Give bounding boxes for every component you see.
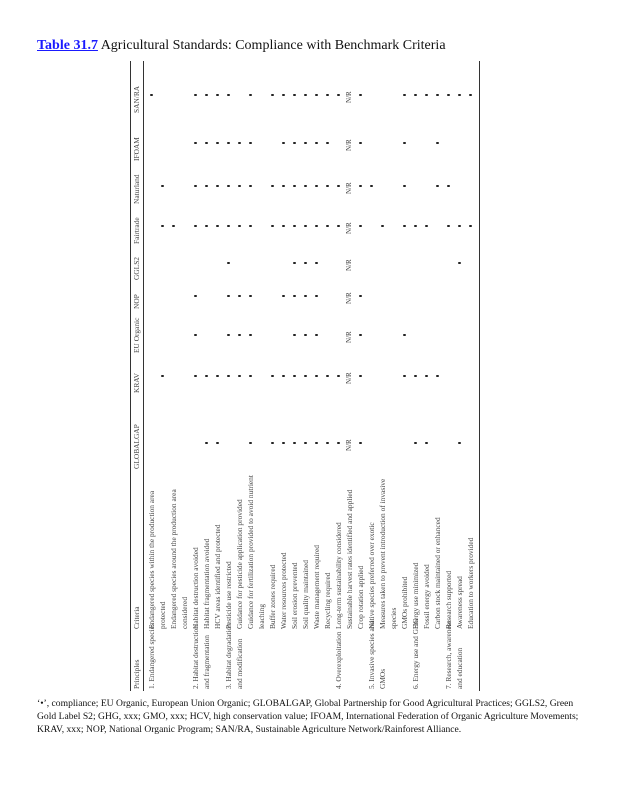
compliance-dot	[227, 185, 230, 188]
column-header: EU Organic	[132, 317, 141, 353]
compliance-dot	[282, 225, 285, 228]
compliance-dot	[205, 94, 208, 97]
compliance-dot	[205, 442, 208, 445]
column-header: NOP	[132, 294, 141, 309]
compliance-dot	[194, 142, 197, 145]
table-number-link[interactable]: Table 31.7	[37, 38, 98, 53]
compliance-dot	[469, 94, 472, 97]
compliance-dot	[425, 442, 428, 445]
not-required-mark: N/R	[345, 331, 353, 343]
criteria-cell: Native species preferred over exotic	[367, 522, 376, 629]
compliance-dot	[282, 142, 285, 145]
compliance-dot	[293, 142, 296, 145]
principle-cell: and education	[455, 647, 464, 689]
compliance-dot	[282, 295, 285, 298]
compliance-dot	[326, 375, 329, 378]
table-row	[257, 61, 266, 691]
compliance-dot	[370, 185, 373, 188]
criteria-cell: Measures taken to prevent introduction of invasive	[378, 478, 387, 629]
compliance-dot	[227, 295, 230, 298]
criteria-cell: Endangered species within the production area	[147, 490, 156, 629]
compliance-dot	[458, 94, 461, 97]
compliance-dot	[458, 442, 461, 445]
compliance-dot	[238, 334, 241, 337]
criteria-cell: Waste management required	[312, 545, 321, 629]
compliance-dot	[249, 94, 252, 97]
compliance-dot	[337, 185, 340, 188]
compliance-dot	[293, 185, 296, 188]
compliance-dot	[216, 185, 219, 188]
compliance-dot	[249, 295, 252, 298]
table-row	[411, 61, 420, 691]
criteria-cell: Soil erosion prevented	[290, 562, 299, 629]
column-header: SAN/RA	[132, 85, 141, 113]
table-row	[191, 61, 200, 691]
compliance-dot	[249, 442, 252, 445]
compliance-dot	[315, 225, 318, 228]
table-row	[345, 61, 354, 691]
principle-cell: and modification	[235, 638, 244, 689]
compliance-dot	[326, 142, 329, 145]
not-required-mark: N/R	[345, 91, 353, 103]
compliance-dot	[425, 375, 428, 378]
column-header: GLOBALGAP	[132, 424, 141, 469]
compliance-dot	[403, 185, 406, 188]
not-required-mark: N/R	[345, 372, 353, 384]
compliance-dot	[436, 185, 439, 188]
compliance-dot	[194, 225, 197, 228]
column-header: IFOAM	[132, 137, 141, 161]
compliance-dot	[359, 185, 362, 188]
compliance-dot	[216, 375, 219, 378]
criteria-cell: GMOs prohibited	[400, 576, 409, 629]
compliance-dot	[238, 225, 241, 228]
compliance-dot	[436, 375, 439, 378]
criteria-cell: Pesticide use restricted	[224, 561, 233, 629]
compliance-dot	[293, 262, 296, 265]
criteria-cell: Energy use minimized	[411, 562, 420, 629]
compliance-dot	[425, 225, 428, 228]
compliance-dot	[337, 225, 340, 228]
compliance-dot	[414, 94, 417, 97]
principle-cell: 1. Endangered species	[147, 623, 156, 689]
table-top-rule	[130, 61, 131, 691]
compliance-dot	[227, 375, 230, 378]
compliance-dot	[326, 94, 329, 97]
compliance-dot	[304, 334, 307, 337]
rotated-table-container	[130, 61, 481, 691]
compliance-dot	[194, 375, 197, 378]
table-row	[422, 61, 431, 691]
compliance-dot	[403, 142, 406, 145]
table-row	[444, 61, 453, 691]
compliance-dot	[271, 94, 274, 97]
compliance-dot	[216, 142, 219, 145]
compliance-dot	[403, 94, 406, 97]
compliance-dot	[337, 442, 340, 445]
criteria-cell: HCV areas identified and protected	[213, 524, 222, 629]
compliance-dot	[337, 375, 340, 378]
compliance-dot	[282, 185, 285, 188]
criteria-cell: Carbon stock maintained or enhanced	[433, 517, 442, 629]
compliance-dot	[304, 295, 307, 298]
table-row	[213, 61, 222, 691]
compliance-dot	[271, 375, 274, 378]
compliance-dot	[194, 185, 197, 188]
compliance-dot	[315, 142, 318, 145]
table-title: Agricultural Standards: Compliance with Benchmark Criteria	[100, 38, 446, 53]
compliance-dot	[436, 94, 439, 97]
compliance-dot	[161, 185, 164, 188]
principle-cell: 6. Energy use and GHG	[411, 618, 420, 689]
compliance-dot	[403, 225, 406, 228]
compliance-dot	[403, 375, 406, 378]
column-header: Principles	[132, 659, 141, 689]
compliance-dot	[469, 225, 472, 228]
compliance-dot	[271, 185, 274, 188]
compliance-dot	[293, 295, 296, 298]
criteria-cell: Fossil energy avoided	[422, 564, 431, 629]
table-row	[290, 61, 299, 691]
table-row	[301, 61, 310, 691]
principle-cell: 5. Invasive species and	[367, 620, 376, 689]
table-row	[367, 61, 376, 691]
compliance-dot	[271, 442, 274, 445]
column-header: Criteria	[132, 606, 141, 629]
compliance-dot	[227, 225, 230, 228]
table-row	[389, 61, 398, 691]
criteria-cell: Buffer zones required	[268, 564, 277, 629]
compliance-dot	[161, 375, 164, 378]
compliance-dot	[359, 94, 362, 97]
compliance-dot	[249, 375, 252, 378]
table-row	[433, 61, 442, 691]
compliance-dot	[315, 262, 318, 265]
table-row	[312, 61, 321, 691]
rotated-table	[130, 61, 481, 691]
table-row	[279, 61, 288, 691]
column-header: Naturland	[132, 174, 141, 204]
criteria-cell: Soil quality maintained	[301, 560, 310, 629]
principle-cell: 3. Habitat degradation	[224, 623, 233, 689]
table-row	[378, 61, 387, 691]
table-row	[235, 61, 244, 691]
compliance-dot	[227, 334, 230, 337]
compliance-dot	[271, 225, 274, 228]
compliance-dot	[447, 94, 450, 97]
table-row	[224, 61, 233, 691]
table-row	[356, 61, 365, 691]
table-caption	[37, 38, 446, 54]
compliance-dot	[414, 225, 417, 228]
column-header: KRAV	[132, 373, 141, 393]
compliance-dot	[238, 375, 241, 378]
compliance-dot	[282, 442, 285, 445]
compliance-dot	[205, 142, 208, 145]
compliance-dot	[216, 442, 219, 445]
compliance-dot	[293, 334, 296, 337]
compliance-dot	[315, 185, 318, 188]
table-row	[169, 61, 178, 691]
compliance-dot	[293, 94, 296, 97]
compliance-dot	[359, 375, 362, 378]
criteria-cell: considered	[180, 596, 189, 629]
compliance-dot	[205, 375, 208, 378]
compliance-dot	[238, 142, 241, 145]
column-header: Fairtrade	[132, 217, 141, 244]
table-row	[334, 61, 343, 691]
not-required-mark: N/R	[345, 139, 353, 151]
compliance-dot	[414, 375, 417, 378]
compliance-dot	[150, 94, 153, 97]
compliance-dot	[326, 442, 329, 445]
compliance-dot	[194, 295, 197, 298]
compliance-dot	[315, 334, 318, 337]
criteria-cell: Guidance for pesticide application provided	[235, 499, 244, 629]
table-bottom-rule	[479, 61, 480, 691]
compliance-dot	[315, 295, 318, 298]
compliance-dot	[227, 142, 230, 145]
compliance-dot	[436, 142, 439, 145]
criteria-cell: Research supported	[444, 570, 453, 629]
table-row	[158, 61, 167, 691]
compliance-dot	[326, 225, 329, 228]
compliance-dot	[304, 225, 307, 228]
not-required-mark: N/R	[345, 439, 353, 451]
compliance-dot	[315, 375, 318, 378]
table-row	[180, 61, 189, 691]
criteria-cell: Long-term sustainability considered	[334, 522, 343, 629]
compliance-dot	[447, 185, 450, 188]
compliance-dot	[205, 225, 208, 228]
compliance-dot	[293, 442, 296, 445]
not-required-mark: N/R	[345, 182, 353, 194]
compliance-dot	[304, 94, 307, 97]
criteria-cell: protected	[158, 601, 167, 629]
compliance-dot	[194, 94, 197, 97]
table-row	[202, 61, 211, 691]
compliance-dot	[359, 295, 362, 298]
criteria-cell: Awareness spread	[455, 576, 464, 629]
table-row	[147, 61, 156, 691]
criteria-cell: Habitat destruction avoided	[191, 547, 200, 629]
table-row	[466, 61, 475, 691]
compliance-dot	[337, 94, 340, 97]
compliance-dot	[359, 142, 362, 145]
not-required-mark: N/R	[345, 259, 353, 271]
compliance-dot	[249, 334, 252, 337]
criteria-cell: Crop rotation applied	[356, 565, 365, 629]
criteria-cell: Sustainable harvest rates identified and applied	[345, 489, 354, 629]
compliance-dot	[414, 442, 417, 445]
criteria-cell: Water resources protected	[279, 552, 288, 629]
criteria-cell: leaching	[257, 603, 266, 629]
table-row	[455, 61, 464, 691]
compliance-dot	[425, 94, 428, 97]
table-row	[246, 61, 255, 691]
compliance-dot	[304, 262, 307, 265]
compliance-dot	[282, 94, 285, 97]
compliance-dot	[304, 142, 307, 145]
compliance-dot	[381, 225, 384, 228]
compliance-dot	[216, 94, 219, 97]
criteria-cell: species	[389, 607, 398, 629]
not-required-mark: N/R	[345, 222, 353, 234]
compliance-dot	[205, 185, 208, 188]
compliance-dot	[194, 334, 197, 337]
compliance-dot	[326, 185, 329, 188]
criteria-cell: Guidance for fertilization provided to avoid nutrient	[246, 475, 255, 629]
compliance-dot	[227, 262, 230, 265]
compliance-dot	[359, 442, 362, 445]
table-row	[400, 61, 409, 691]
principle-cell: 2. Habitat destruction	[191, 625, 200, 689]
not-required-mark: N/R	[345, 292, 353, 304]
table-row	[323, 61, 332, 691]
criteria-cell: Habitat fragmentation avoided	[202, 538, 211, 629]
criteria-cell: Endangered species around the production area	[169, 489, 178, 629]
table-header-rule	[143, 61, 144, 691]
compliance-dot	[293, 225, 296, 228]
compliance-dot	[458, 262, 461, 265]
table-footnote: ‘•’, compliance; EU Organic, European Union Organic; GLOBALGAP, Global Partnership for Good Agricultural Practices; GGLS2, Green Gold Label S2; GHG, xxx; GMO, xxx; HCV, high conservation value; IFOAM, International Federation of Organic Agriculture Movements; KRAV, xxx; NOP, National Organic Program; SAN/RA, Sustainable Agriculture Network/Rainforest Alliance.	[37, 698, 579, 735]
column-header: GGLS2	[132, 257, 141, 280]
compliance-dot	[315, 442, 318, 445]
compliance-dot	[447, 225, 450, 228]
compliance-dot	[216, 225, 219, 228]
table-row	[268, 61, 277, 691]
compliance-dot	[315, 94, 318, 97]
compliance-dot	[249, 185, 252, 188]
compliance-dot	[458, 225, 461, 228]
compliance-dot	[172, 225, 175, 228]
compliance-dot	[359, 225, 362, 228]
compliance-dot	[403, 334, 406, 337]
compliance-dot	[304, 375, 307, 378]
principle-cell: and fragmentation	[202, 635, 211, 689]
criteria-cell: Recycling required	[323, 572, 332, 629]
compliance-dot	[238, 185, 241, 188]
principle-cell: 7. Research, awareness	[444, 620, 453, 689]
compliance-dot	[227, 94, 230, 97]
compliance-dot	[304, 185, 307, 188]
principle-cell: GMOs	[378, 668, 387, 689]
compliance-dot	[161, 225, 164, 228]
principle-cell: 4. Overexploitation	[334, 631, 343, 689]
compliance-dot	[293, 375, 296, 378]
compliance-dot	[238, 295, 241, 298]
compliance-dot	[282, 375, 285, 378]
compliance-dot	[249, 225, 252, 228]
compliance-dot	[249, 142, 252, 145]
criteria-cell: Education to workers provided	[466, 537, 475, 629]
compliance-dot	[304, 442, 307, 445]
compliance-dot	[359, 334, 362, 337]
